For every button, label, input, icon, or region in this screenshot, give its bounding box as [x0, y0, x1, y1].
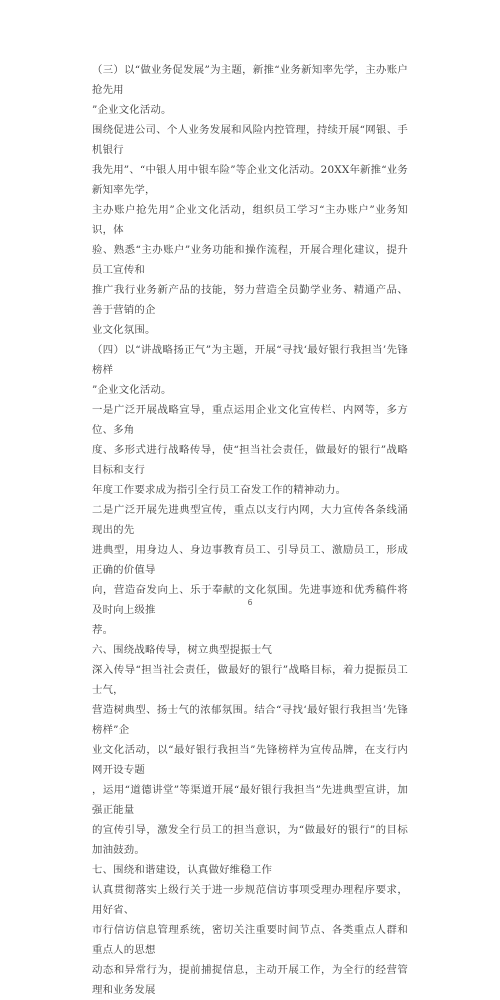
text-line: 荐。: [92, 624, 114, 636]
text-line: 深入传导“担当社会责任，做最好的银行”战略目标，着力提振员工士气，: [92, 664, 408, 696]
text-line: 年度工作要求成为指引全行员工奋发工作的精神动力。: [92, 484, 347, 496]
section-heading: 六、围绕战略传导，树立典型提振士气: [92, 644, 273, 656]
text-line: 的宣传引导，激发全行员工的担当意识，为“做最好的银行”的目标加油鼓劲。: [92, 824, 408, 856]
text-line: 业文化活动，以“最好银行我担当”先锋榜样为宣传品牌，在支行内网开设专题: [92, 744, 408, 776]
text-line: 向，营造奋发向上、乐于奉献的文化氛围。先进事迹和优秀稿件将及时向上级推: [92, 584, 408, 616]
text-line: 进典型，用身边人、身边事教育员工、引导员工、激励员工，形成正确的价值导: [92, 544, 408, 576]
text-line: （四）以“讲战略扬正气”为主题，开展“寻找‘最好银行我担当’先锋榜样: [92, 344, 408, 376]
text-line: 营造树典型、扬士气的浓郁氛围。结合“寻找‘最好银行我担当’先锋榜样”企: [92, 704, 408, 736]
text-line: ”企业文化活动。: [92, 384, 172, 396]
body-text: [92, 60, 408, 1000]
text-line: 一是广泛开展战略宣导，重点运用企业文化宣传栏、内网等，多方位、多角: [92, 404, 408, 436]
page-number: 6: [247, 598, 253, 607]
text-line: 主办账户抢先用”企业文化活动，组织员工学习“主办账户”业务知识，体: [92, 204, 408, 236]
text-line: 市行信访信息管理系统，密切关注重要时间节点、各类重点人群和重点人的思想: [92, 924, 408, 956]
text-line: 动态和异常行为，提前捕捉信息，主动开展工作，为全行的经营管理和业务发展: [92, 964, 408, 996]
text-line: 验、熟悉“主办账户”业务功能和操作流程，开展合理化建议，提升员工宣传和: [92, 244, 408, 276]
text-line: （三）以“做业务促发展”为主题，新推“业务新知率先学，主办账户抢先用: [92, 64, 408, 96]
text-line: 推广我行业务新产品的技能，努力营造全员勤学业务、精通产品、善于营销的企: [92, 284, 408, 316]
text-line: 业文化氛围。: [92, 324, 156, 336]
text-line: ”企业文化活动。: [92, 104, 172, 116]
text-line: 我先用”、“中银人用中银车险”等企业文化活动。20XX年新推“业务新知率先学，: [92, 164, 408, 196]
text-line: 二是广泛开展先进典型宣传，重点以支行内网，大力宣传各条线涌现出的先: [92, 504, 408, 536]
section-heading: 七、围绕和谐建设，认真做好维稳工作: [92, 864, 273, 876]
text-line: 认真贯彻落实上级行关于进一步规范信访事项受理办理程序要求，用好省、: [92, 884, 408, 916]
text-line: ，运用“道德讲堂”等渠道开展“最好银行我担当”先进典型宣讲，加强正能量: [92, 784, 408, 816]
text-line: 围绕促进公司、个人业务发展和风险内控管理，持续开展“网银、手机银行: [92, 124, 408, 156]
text-line: 度、多形式进行战略传导，使“担当社会责任，做最好的银行”战略目标和支行: [92, 444, 408, 476]
